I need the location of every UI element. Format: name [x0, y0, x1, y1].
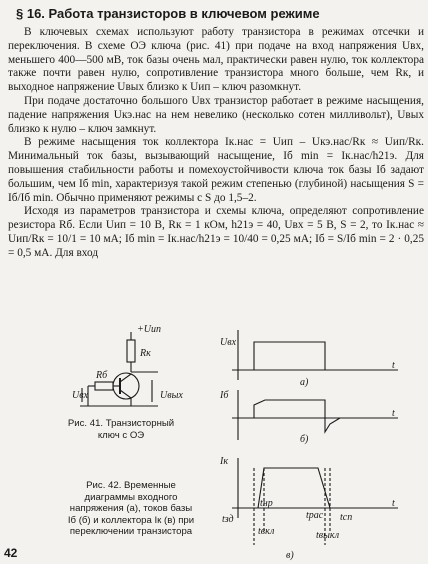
- label-supply: +Uип: [137, 324, 161, 335]
- paragraph-4: Исходя из параметров транзистора и схемы ключа, определяют сопротивление резистора Rб. Если Uип = 10 В, Rк = 1 кОм, h21э = 40, Uвх = 5 В, S = 2, то Iк.нас ≈ Uип/Rк = 10/1 = 10 мА; Iб min = Iк.нас/h21э = 10/40 = 0,25 мА; Iб = S/Iб min = 2 · 0,25 = 0,5 мА. Для вход: [8, 205, 424, 259]
- collector-resistor: [127, 340, 135, 362]
- label-ib-axis: Iб: [220, 390, 229, 401]
- fig42-caption: Рис. 42. Временные диаграммы входного напряжения (а), токов базы Iб (б) и коллектора Iк (в) при переключении транзистора: [67, 480, 195, 537]
- base-resistor: [95, 382, 113, 390]
- body-text: [8, 26, 424, 261]
- paragraph-1: В ключевых схемах используют работу транзистора в режимах отсечки и переключения. В схеме ОЭ ключа (рис. 41) при подаче на вход напряжения Uвх, меньшего 400—500 мВ, ток базы очень мал, практически равен нулю, ток коллектора также почти равен нулю, сопротивление транзистора много больше, чем Rк, и выходное напряжение Uвых близко к Uип – ключ разомкнут.: [8, 26, 424, 94]
- label-t-vykl: tвыкл: [316, 530, 340, 541]
- label-a: а): [300, 377, 309, 388]
- label-t-vkl: tвкл: [258, 526, 275, 537]
- label-t-a: t: [392, 360, 395, 371]
- label-t-nr: tнр: [260, 498, 273, 509]
- label-uin-axis: Uвх: [220, 337, 237, 348]
- label-t-sp: tсп: [340, 512, 353, 523]
- label-ik-axis: Iк: [220, 456, 229, 467]
- fig41-circuit: [80, 332, 158, 406]
- section-heading: § 16. Работа транзисторов в ключевом режиме: [16, 6, 320, 21]
- label-rb: Rб: [96, 370, 108, 381]
- paragraph-2: При подаче достаточно большого Uвх транзистор работает в режиме насыщения, падение напряжения Uкэ.нас на нем невелико (несколько сотен милливольт), Uвых близко к нулю – ключ замкнут.: [8, 94, 424, 135]
- fig41-caption: Рис. 41. Транзисторный ключ с ОЭ: [67, 418, 175, 441]
- label-t-ras: tрас: [306, 510, 324, 521]
- label-b: б): [300, 434, 309, 445]
- figures-area: [0, 312, 428, 564]
- label-uin: Uвх: [72, 390, 89, 401]
- page-number: 42: [4, 546, 18, 560]
- label-t-b: t: [392, 408, 395, 419]
- label-rk: Rк: [140, 348, 151, 359]
- label-v: в): [286, 550, 294, 561]
- label-t-v: t: [392, 498, 395, 509]
- paragraph-3: В режиме насыщения ток коллектора Iк.нас = Uип – Uкэ.нас/Rк ≈ Uип/Rк. Минимальный ток базы, вызывающий насыщение, Iб min = Iк.нас/h21э. Для повышения стабильности работы и помехоустойчивости ключа ток базы Iб задают большим, чем Iб min, характеризуя такой режим степенью (глубиной) насыщения S = Iб/Iб min. Обычно применяют режимы с S до 1,5–2.: [8, 136, 424, 204]
- label-uout: Uвых: [160, 390, 183, 401]
- label-t-zd: tзд: [222, 514, 234, 525]
